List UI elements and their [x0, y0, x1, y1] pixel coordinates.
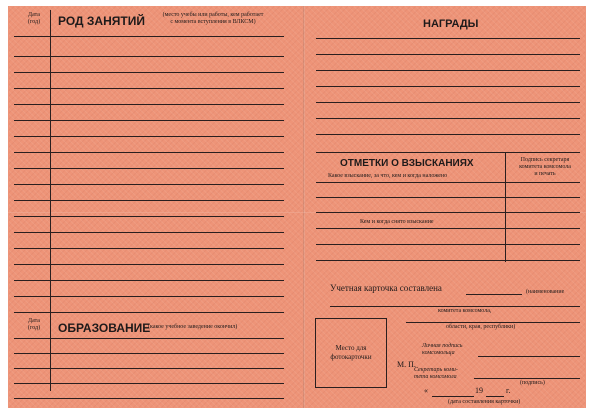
- education-line: [14, 398, 284, 399]
- name-hint: (наименование: [526, 289, 565, 295]
- occupation-line: [14, 248, 284, 249]
- personal-sign-line: [478, 356, 580, 357]
- occupation-line: [14, 232, 284, 233]
- date-column-label: Дата (год): [27, 12, 41, 25]
- education-hint: (какое учебное заведение окончил): [148, 324, 238, 330]
- date-day-line: [432, 396, 474, 397]
- awards-line: [316, 54, 580, 55]
- penalties-line: [316, 197, 580, 198]
- awards-line: [316, 118, 580, 119]
- occupation-line: [14, 120, 284, 121]
- occupation-hint: (место учебы или работы, кем работает с момента вступления в ВЛКСМ): [162, 12, 264, 25]
- date-open-quote: «: [424, 386, 428, 395]
- committee-hint: комитета комсомола,: [438, 308, 492, 314]
- awards-line: [316, 134, 580, 135]
- photo-placeholder: [315, 318, 387, 388]
- awards-header-rule: [316, 38, 580, 39]
- awards-line: [316, 70, 580, 71]
- secretary-sign-line: [474, 378, 580, 379]
- occupation-line: [14, 88, 284, 89]
- education-date-label: Дата (год): [27, 318, 41, 331]
- occupation-title: РОД ЗАНЯТИЙ: [58, 14, 145, 28]
- center-fold: [303, 6, 305, 408]
- occupation-line: [14, 56, 284, 57]
- region-line: [406, 322, 580, 323]
- komsomol-card: [8, 6, 586, 408]
- education-header-rule: [14, 338, 284, 339]
- penalties-top-rule: [316, 152, 580, 153]
- education-title: ОБРАЗОВАНИЕ: [58, 321, 151, 335]
- occupation-line: [14, 104, 284, 105]
- committee-line: [330, 306, 580, 307]
- removed-hint: Кем и когда снято взыскание: [360, 219, 434, 225]
- photo-label: Место для фотокарточки: [330, 344, 372, 361]
- penalties-header-rule: [316, 182, 580, 183]
- education-line: [14, 383, 284, 384]
- occupation-line: [14, 296, 284, 297]
- penalties-hint: Какое взыскание, за что, кем и когда наложено: [328, 173, 448, 179]
- awards-title: НАГРАДЫ: [423, 18, 479, 30]
- year-suffix: г.: [506, 386, 511, 395]
- occupation-line: [14, 152, 284, 153]
- occupation-line: [14, 264, 284, 265]
- date-made-hint: (дата составления карточки): [448, 399, 521, 405]
- year-prefix: 19: [475, 386, 483, 395]
- education-top-rule: [14, 312, 284, 313]
- penalties-line: [316, 228, 580, 229]
- awards-line: [316, 102, 580, 103]
- penalties-line: [316, 260, 580, 261]
- personal-sign-label: Личная подпись комсомольца: [422, 343, 463, 356]
- penalties-line: [316, 212, 580, 213]
- education-line: [14, 353, 284, 354]
- card-made-label: Учетная карточка составлена: [330, 283, 442, 293]
- secretary-sign-header: Подпись секретаря комитета комсомола и печать: [519, 157, 571, 177]
- occupation-line: [14, 216, 284, 217]
- occupation-line: [14, 280, 284, 281]
- occupation-line: [14, 184, 284, 185]
- awards-line: [316, 86, 580, 87]
- penalties-title: ОТМЕТКИ О ВЗЫСКАНИЯХ: [340, 158, 474, 169]
- year-line: [486, 396, 504, 397]
- occupation-line: [14, 136, 284, 137]
- education-line: [14, 368, 284, 369]
- occupation-header-rule: [14, 36, 284, 37]
- occupation-line: [14, 168, 284, 169]
- penalties-line: [316, 244, 580, 245]
- occupation-line: [14, 200, 284, 201]
- secretary-label: Секретарь коми- тета комсомола: [414, 367, 458, 380]
- region-hint: области, края, республики): [446, 324, 516, 330]
- card-made-line: [466, 294, 522, 295]
- signature-hint: (подпись): [520, 380, 545, 386]
- penalties-sign-divider: [505, 152, 506, 262]
- occupation-line: [14, 72, 284, 73]
- mp-label: М. П.: [397, 360, 416, 369]
